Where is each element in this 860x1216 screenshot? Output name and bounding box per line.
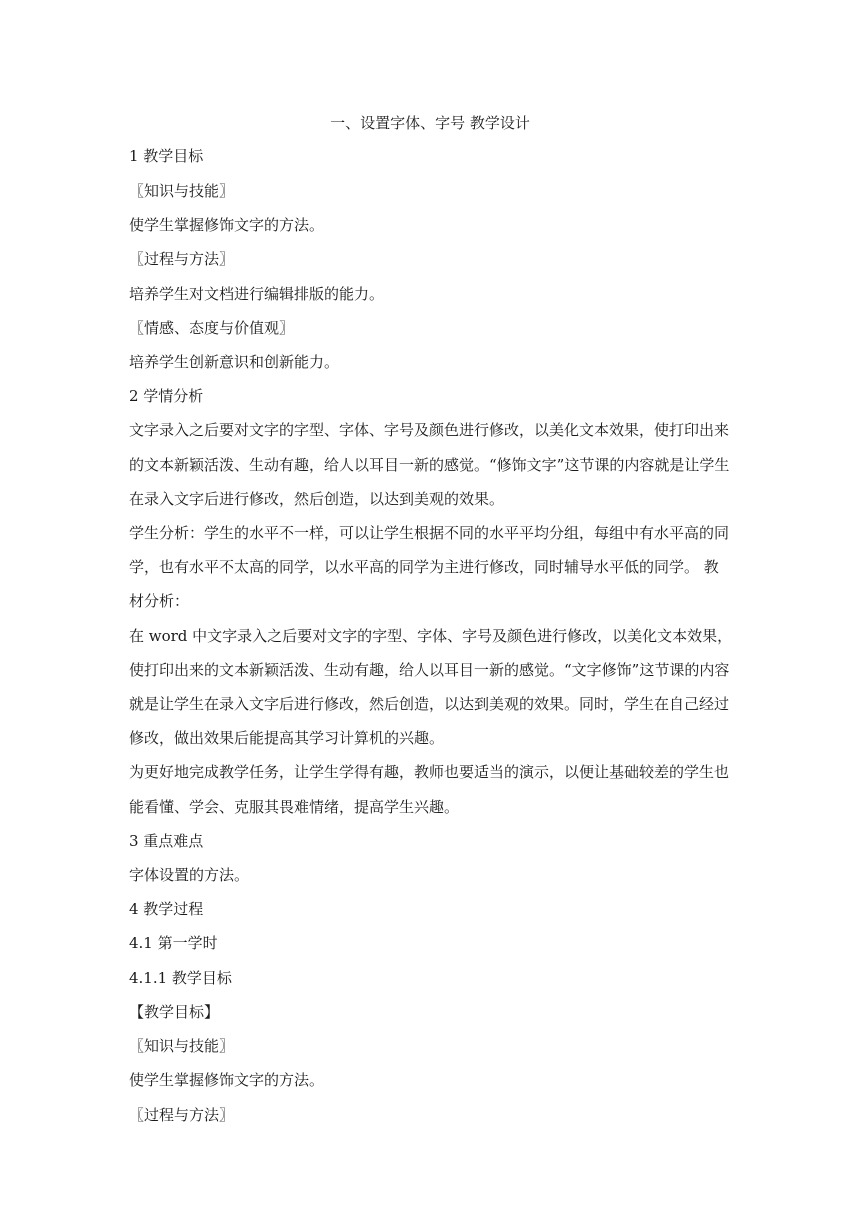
paragraph-line: 在 word 中文字录入之后要对文字的字型、字体、字号及颜色进行修改，以美化文本效果， [129,627,733,645]
document-title: 一、设置字体、字号 教学设计 [330,114,530,132]
heading-teaching-goals: 1 教学目标 [129,147,204,165]
paragraph-line: 修改，做出效果后能提高其学习计算机的兴趣。 [129,729,445,747]
paragraph-line: 在录入文字后进行修改，然后创造，以达到美观的效果。 [129,490,505,508]
paragraph-line: 文字录入之后要对文字的字型、字体、字号及颜色进行修改，以美化文本效果，使打印出来 [129,421,730,439]
subheading-knowledge-skills: 〖知识与技能〗 [129,182,235,200]
paragraph-line: 培养学生创新意识和创新能力。 [129,353,340,371]
heading-learner-analysis: 2 学情分析 [129,387,204,405]
subheading-process-method: 〖过程与方法〗 [129,1106,235,1124]
paragraph-line: 学，也有水平不太高的同学，以水平高的同学为主进行修改，同时辅导水平低的同学。 教 [129,558,719,576]
heading-lesson-goals: 4.1.1 教学目标 [129,969,232,987]
paragraph-line: 能看懂、学会、克服其畏难情绪，提高学生兴趣。 [129,798,460,816]
paragraph-line: 为更好地完成教学任务，让学生学得有趣，教师也要适当的演示，以便让基础较差的学生也 [129,763,730,781]
paragraph-line: 培养学生对文档进行编辑排版的能力。 [129,285,385,303]
paragraph-line: 使学生掌握修饰文字的方法。 [129,1071,325,1089]
heading-bracket-goals: 【教学目标】 [129,1003,220,1021]
paragraph-line: 使学生掌握修饰文字的方法。 [129,216,325,234]
subheading-emotion-values: 〖情感、态度与价值观〗 [129,319,295,337]
paragraph-line: 使打印出来的文本新颖活泼、生动有趣，给人以耳目一新的感觉。“文字修饰”这节课的内容 [129,661,730,679]
heading-teaching-process: 4 教学过程 [129,900,204,918]
subheading-knowledge-skills: 〖知识与技能〗 [129,1037,235,1055]
paragraph-line: 就是让学生在录入文字后进行修改，然后创造，以达到美观的效果。同时，学生在自己经过 [129,695,730,713]
paragraph-line: 学生分析：学生的水平不一样，可以让学生根据不同的水平平均分组，每组中有水平高的同 [129,524,730,542]
paragraph-line: 字体设置的方法。 [129,866,250,884]
paragraph-line: 材分析： [129,592,190,610]
paragraph-line: 的文本新颖活泼、生动有趣，给人以耳目一新的感觉。“修饰文字”这节课的内容就是让学生 [129,456,730,474]
heading-key-difficulties: 3 重点难点 [129,832,204,850]
heading-first-lesson: 4.1 第一学时 [129,934,218,952]
subheading-process-method: 〖过程与方法〗 [129,250,235,268]
